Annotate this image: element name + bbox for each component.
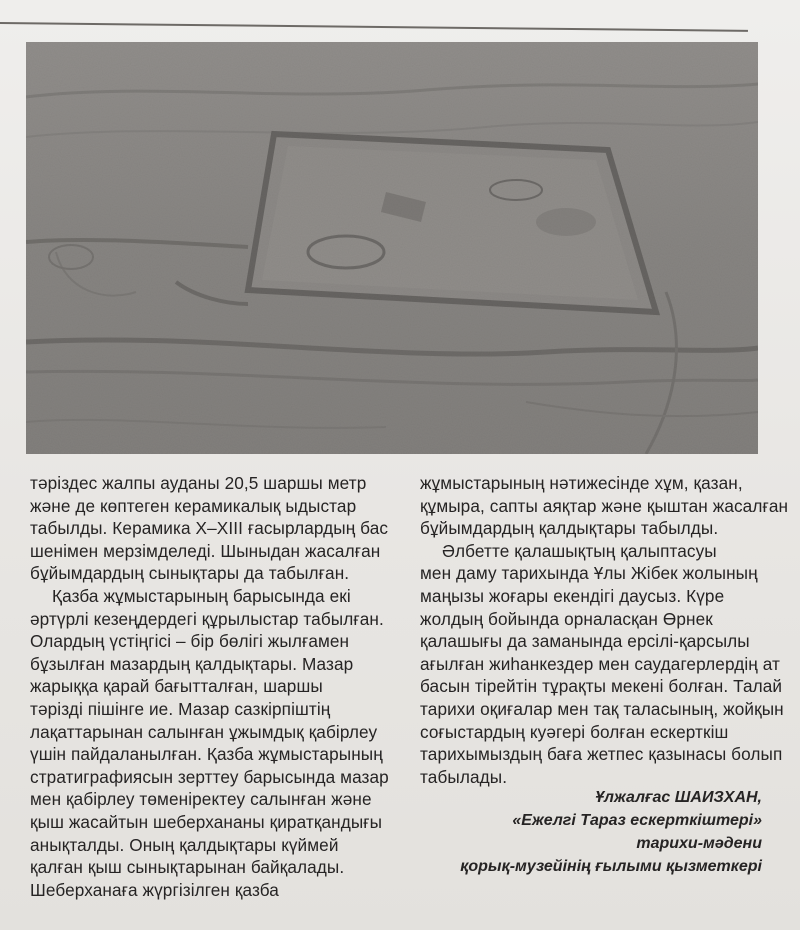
text-line: бұйымдардың қалдықтары табылды.	[420, 518, 719, 539]
text-line: қалған қыш сынықтарынан байқалады.	[30, 857, 345, 878]
aerial-site-photo	[26, 42, 758, 454]
text-line: қалашығы да заманында ерсілі-қарсылы	[420, 631, 750, 652]
text-line: ағылған жиһанкездер мен саудагерлердің ат	[420, 653, 780, 674]
text-line: Қазба жұмыстарының барысында екі	[52, 585, 351, 606]
text-line: жолдың бойында орналасқан Өрнек	[420, 608, 713, 629]
author-organization: «Ежелгі Тараз ескерткіштері»	[512, 812, 762, 829]
text-line: құмыра, сапты аяқтар және қыштан жасалған	[420, 495, 789, 516]
text-line: маңызы жоғары екендігі даусыз. Күре	[420, 585, 725, 606]
author-organization-type: тарихи-мәдени	[636, 835, 762, 852]
text-line: анықталды. Оның қалдықтары күймей	[30, 834, 339, 855]
text-line: тарихымыздың баға жетпес қазынасы болып	[420, 744, 783, 765]
text-line: табылды. Керамика X–XIII ғасырлардың бас	[30, 518, 389, 539]
text-line: шенімен мерзімделеді. Шыныдан жасалған	[30, 540, 381, 561]
text-line: Шеберханаға жүргізілген қазба	[30, 879, 279, 900]
text-line: мен қабірлеу төменіректеу салынған және	[30, 789, 372, 810]
text-line: бұйымдардың сынықтары да табылған.	[30, 563, 350, 584]
text-line: басын тірейтін тұрақты мекені болған. Талай	[420, 676, 783, 697]
text-line: қыш жасайтын шеберхананы қиратқандығы	[30, 811, 383, 832]
text-line: үшін пайдаланылған. Қазба жұмыстарының	[30, 744, 383, 765]
text-line: тәріздес жалпы ауданы 20,5 шаршы метр	[30, 473, 367, 493]
top-rule-divider	[0, 22, 748, 32]
text-line: тәрізді пішінге ие. Мазар сазкірпіштің	[30, 698, 331, 719]
text-line: жарыққа қарай бағытталған, шаршы	[30, 676, 323, 697]
text-line: және де көптеген керамикалық ыдыстар	[30, 495, 357, 516]
text-line: соғыстардың куәгері болған ескерткіш	[420, 721, 729, 742]
text-line: мен даму тарихында Ұлы Жібек жолының	[420, 563, 758, 584]
text-line: Олардың үстіңгісі – бір бөлігі жылғамен	[30, 631, 350, 652]
article-column-left	[30, 472, 392, 901]
text-line: лақаттарынан салынған ұжымдық қабірлеу	[30, 721, 378, 742]
text-line: стратиграфиясын зерттеу барысында мазар	[30, 766, 389, 787]
text-line: жұмыстарының нәтижесінде хұм, қазан,	[420, 473, 743, 493]
text-line: әртүрлі кезеңдердегі құрылыстар табылған.	[30, 608, 384, 629]
author-role: қорық-музейінің ғылыми қызметкері	[460, 858, 762, 875]
text-line: Әлбетте қалашықтың қалыптасуы	[442, 540, 717, 561]
article-column-right	[420, 472, 789, 788]
text-line: тарихи оқиғалар мен тақ таласының, жойқын	[420, 698, 784, 719]
author-signature	[460, 786, 762, 878]
aerial-site-icon	[26, 42, 758, 454]
text-line: табылады.	[420, 766, 508, 787]
text-line: бұзылған мазардың қалдықтары. Мазар	[30, 653, 354, 674]
author-name: Ұлжалғас ШАИЗХАН,	[595, 789, 762, 806]
